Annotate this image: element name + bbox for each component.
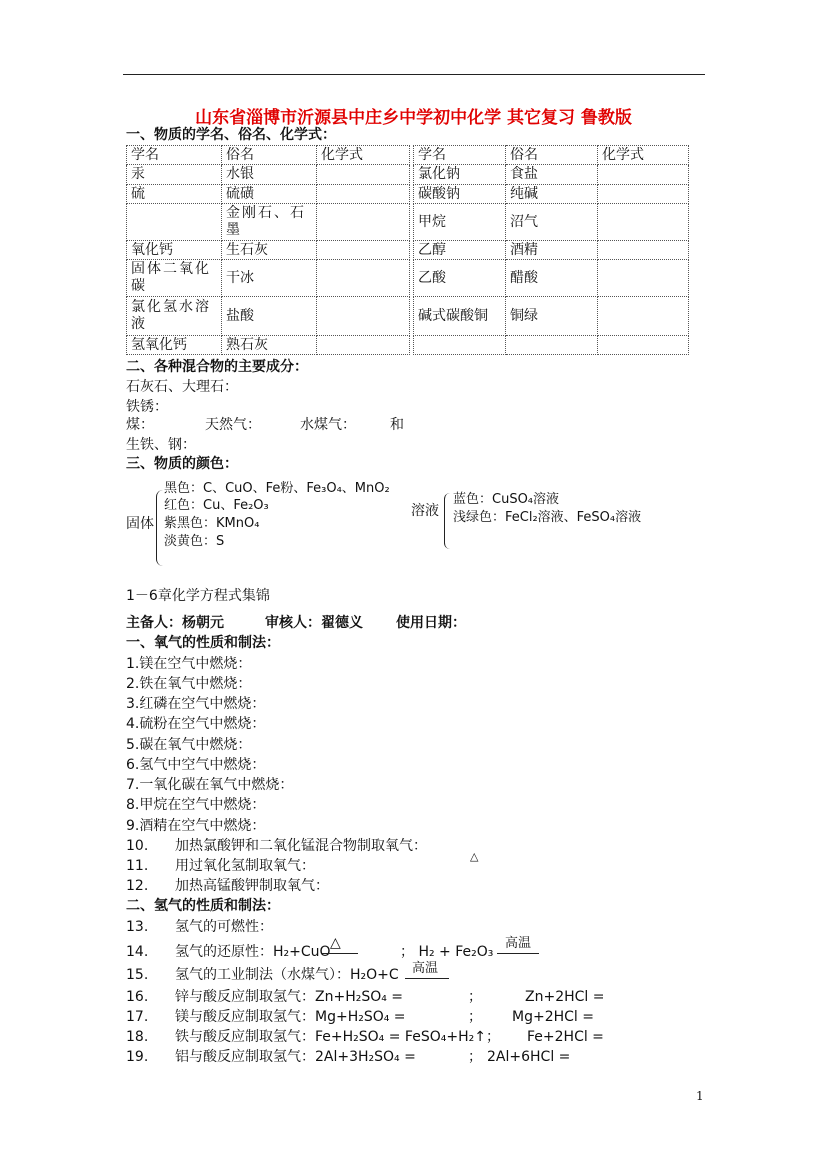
equation-number: 10. bbox=[126, 838, 149, 854]
equation-number: 12. bbox=[126, 878, 149, 894]
mixture-water-gas: 水煤气： bbox=[300, 417, 356, 433]
solution-brace bbox=[444, 493, 450, 549]
section-heading-oxygen: 一、氧气的性质和制法： bbox=[126, 635, 280, 651]
table-cell: 硫磺 bbox=[222, 185, 317, 204]
table-cell: 氯化钠 bbox=[414, 165, 506, 185]
substance-table-left bbox=[126, 145, 410, 355]
header-cell: 化学式 bbox=[598, 146, 689, 165]
equation-item: 8.甲烷在空气中燃烧： bbox=[126, 797, 266, 813]
section-heading-colors: 三、物质的颜色： bbox=[126, 456, 238, 472]
substance-table-right bbox=[413, 145, 689, 355]
table-cell bbox=[506, 336, 598, 355]
equation-number: 13. bbox=[126, 919, 149, 935]
equation-number: 18. bbox=[126, 1029, 149, 1045]
color-blue: 蓝色：CuSO₄溶液 bbox=[453, 492, 560, 507]
header-cell: 俗名 bbox=[222, 146, 317, 165]
equation-item: 7.一氧化碳在氧气中燃烧： bbox=[126, 777, 294, 793]
table-cell: 甲烷 bbox=[414, 204, 506, 241]
table-cell bbox=[598, 185, 689, 204]
mixture-rust: 铁锈： bbox=[126, 399, 168, 415]
table-cell: 食盐 bbox=[506, 165, 598, 185]
heat-triangle-icon: △ bbox=[330, 935, 341, 951]
equation-item: Zn+2HCl = bbox=[525, 989, 605, 1005]
table-cell bbox=[317, 185, 410, 204]
solution-label: 溶液 bbox=[411, 503, 439, 519]
table-cell bbox=[317, 241, 410, 260]
equation-number: 17. bbox=[126, 1009, 149, 1025]
table-cell: 氢氧化钙 bbox=[127, 336, 222, 355]
equation-number: 16. bbox=[126, 989, 149, 1005]
equation-item: 铝与酸反应制取氢气：2Al+3H₂SO₄ = bbox=[175, 1049, 416, 1065]
reaction-arrow-line bbox=[497, 953, 539, 954]
mixture-natural-gas: 天然气： bbox=[205, 417, 261, 433]
table-cell bbox=[317, 297, 410, 336]
mixture-coal: 煤： bbox=[126, 417, 154, 433]
table-cell bbox=[317, 165, 410, 185]
table-cell: 酒精 bbox=[506, 241, 598, 260]
section-heading-names: 一、物质的学名、俗名、化学式： bbox=[126, 127, 336, 143]
table-cell: 醋酸 bbox=[506, 260, 598, 297]
table-row bbox=[414, 165, 689, 185]
mixture-limestone: 石灰石、大理石： bbox=[126, 379, 238, 395]
table-cell: 沼气 bbox=[506, 204, 598, 241]
header-cell: 化学式 bbox=[317, 146, 410, 165]
table-row bbox=[414, 260, 689, 297]
section-heading-mixtures: 二、各种混合物的主要成分： bbox=[126, 359, 308, 375]
equation-separator: ； bbox=[468, 1009, 482, 1025]
color-light-green: 浅绿色：FeCl₂溶液、FeSO₄溶液 bbox=[453, 510, 642, 525]
table-cell bbox=[317, 260, 410, 297]
equation-number: 15. bbox=[126, 967, 149, 983]
equation-item: 3.红磷在空气中燃烧： bbox=[126, 696, 266, 712]
table-cell: 干冰 bbox=[222, 260, 317, 297]
equation-item: 用过氧化氢制取氧气： bbox=[175, 858, 315, 874]
equation-item: 氢气的工业制法（水煤气）：H₂O+C bbox=[175, 967, 399, 983]
reaction-arrow-line bbox=[322, 953, 358, 954]
table-cell bbox=[598, 260, 689, 297]
table-row bbox=[414, 336, 689, 355]
equation-number: 11. bbox=[126, 858, 149, 874]
equation-item: 加热氯酸钾和二氧化锰混合物制取氧气： bbox=[175, 838, 427, 854]
condition-high-temp: 高温 bbox=[505, 936, 532, 951]
table-cell: 纯碱 bbox=[506, 185, 598, 204]
table-cell: 汞 bbox=[127, 165, 222, 185]
color-black: 黑色：C、CuO、Fe粉、Fe₃O₄、MnO₂ bbox=[164, 481, 390, 496]
table-cell: 盐酸 bbox=[222, 297, 317, 336]
table-cell: 水银 bbox=[222, 165, 317, 185]
solid-label: 固体 bbox=[126, 516, 154, 532]
equation-item: 2.铁在氧气中燃烧： bbox=[126, 676, 252, 692]
table-row bbox=[414, 204, 689, 241]
table-cell: 铜绿 bbox=[506, 297, 598, 336]
header-cell: 学名 bbox=[127, 146, 222, 165]
equation-item: 4.硫粉在空气中燃烧： bbox=[126, 716, 266, 732]
mixture-and: 和 bbox=[390, 417, 404, 433]
equation-item: Mg+2HCl = bbox=[512, 1009, 594, 1025]
table-row bbox=[414, 185, 689, 204]
table-row bbox=[127, 241, 410, 260]
equation-item: ； H₂ + Fe₂O₃ bbox=[400, 944, 494, 960]
table-header-row bbox=[414, 146, 689, 165]
solid-brace bbox=[156, 490, 163, 566]
table-cell bbox=[598, 241, 689, 260]
table-cell bbox=[127, 204, 222, 241]
equation-item: 9.酒精在空气中燃烧： bbox=[126, 818, 266, 834]
reaction-arrow-line bbox=[405, 978, 449, 979]
equation-item: 镁与酸反应制取氢气：Mg+H₂SO₄ = bbox=[175, 1009, 406, 1025]
equation-item: 锌与酸反应制取氢气：Zn+H₂SO₄ = bbox=[175, 989, 404, 1005]
table-row bbox=[127, 260, 410, 297]
equation-item: 加热高锰酸钾制取氧气： bbox=[175, 878, 329, 894]
collection-title: 1－6章化学方程式集锦 bbox=[126, 588, 270, 604]
table-row bbox=[127, 297, 410, 336]
equation-item: 氢气的可燃性： bbox=[175, 919, 273, 935]
equation-separator: ； bbox=[468, 989, 482, 1005]
table-row bbox=[127, 165, 410, 185]
equation-item: 1.镁在空气中燃烧： bbox=[126, 656, 252, 672]
table-cell bbox=[598, 336, 689, 355]
table-row bbox=[127, 185, 410, 204]
table-cell bbox=[414, 336, 506, 355]
equation-number: 19. bbox=[126, 1049, 149, 1065]
table-cell bbox=[598, 297, 689, 336]
equation-number: 14. bbox=[126, 944, 149, 960]
section-heading-hydrogen: 二、氢气的性质和制法： bbox=[126, 898, 280, 914]
equation-item: 6.氢气中空气中燃烧： bbox=[126, 757, 266, 773]
color-pale-yellow: 淡黄色：S bbox=[164, 534, 225, 549]
equation-item: 5.碳在氧气中燃烧： bbox=[126, 737, 252, 753]
table-cell: 乙酸 bbox=[414, 260, 506, 297]
heat-triangle-icon: △ bbox=[470, 850, 479, 863]
table-row bbox=[414, 241, 689, 260]
table-row bbox=[127, 204, 410, 241]
table-cell bbox=[317, 336, 410, 355]
header-rule bbox=[123, 74, 705, 75]
equation-item: 铁与酸反应制取氢气：Fe+H₂SO₄ = FeSO₄+H₂↑； bbox=[175, 1029, 500, 1045]
equation-item: 氢气的还原性：H₂+CuO bbox=[175, 944, 331, 960]
mixture-iron-steel: 生铁、钢： bbox=[126, 437, 196, 453]
color-purple-black: 紫黑色：KMnO₄ bbox=[164, 516, 260, 531]
table-cell: 固体二氧化碳 bbox=[127, 260, 222, 297]
table-cell: 氧化钙 bbox=[127, 241, 222, 260]
table-cell bbox=[598, 204, 689, 241]
page-number: 1 bbox=[696, 1089, 704, 1103]
header-cell: 俗名 bbox=[506, 146, 598, 165]
table-cell: 生石灰 bbox=[222, 241, 317, 260]
table-row bbox=[127, 336, 410, 355]
equation-separator: ； bbox=[468, 1049, 482, 1065]
table-cell: 碳酸钠 bbox=[414, 185, 506, 204]
condition-high-temp: 高温 bbox=[412, 961, 439, 976]
table-cell: 金刚石、石墨 bbox=[222, 204, 317, 241]
credit-reviewer: 审核人：翟德义 bbox=[265, 615, 363, 631]
color-red: 红色：Cu、Fe₂O₃ bbox=[164, 498, 269, 513]
equation-item: Fe+2HCl = bbox=[527, 1029, 604, 1045]
table-header-row bbox=[127, 146, 410, 165]
credit-preparer: 主备人：杨朝元 bbox=[126, 615, 224, 631]
table-cell bbox=[317, 204, 410, 241]
equation-item: 2Al+6HCl = bbox=[487, 1049, 571, 1065]
credit-date: 使用日期： bbox=[396, 615, 466, 631]
table-cell: 碱式碳酸铜 bbox=[414, 297, 506, 336]
table-cell: 乙醇 bbox=[414, 241, 506, 260]
page-title: 山东省淄博市沂源县中庄乡中学初中化学 其它复习 鲁教版 bbox=[195, 108, 632, 128]
table-cell: 硫 bbox=[127, 185, 222, 204]
table-cell bbox=[598, 165, 689, 185]
header-cell: 学名 bbox=[414, 146, 506, 165]
table-cell: 氯化氢水溶液 bbox=[127, 297, 222, 336]
table-row bbox=[414, 297, 689, 336]
table-cell: 熟石灰 bbox=[222, 336, 317, 355]
